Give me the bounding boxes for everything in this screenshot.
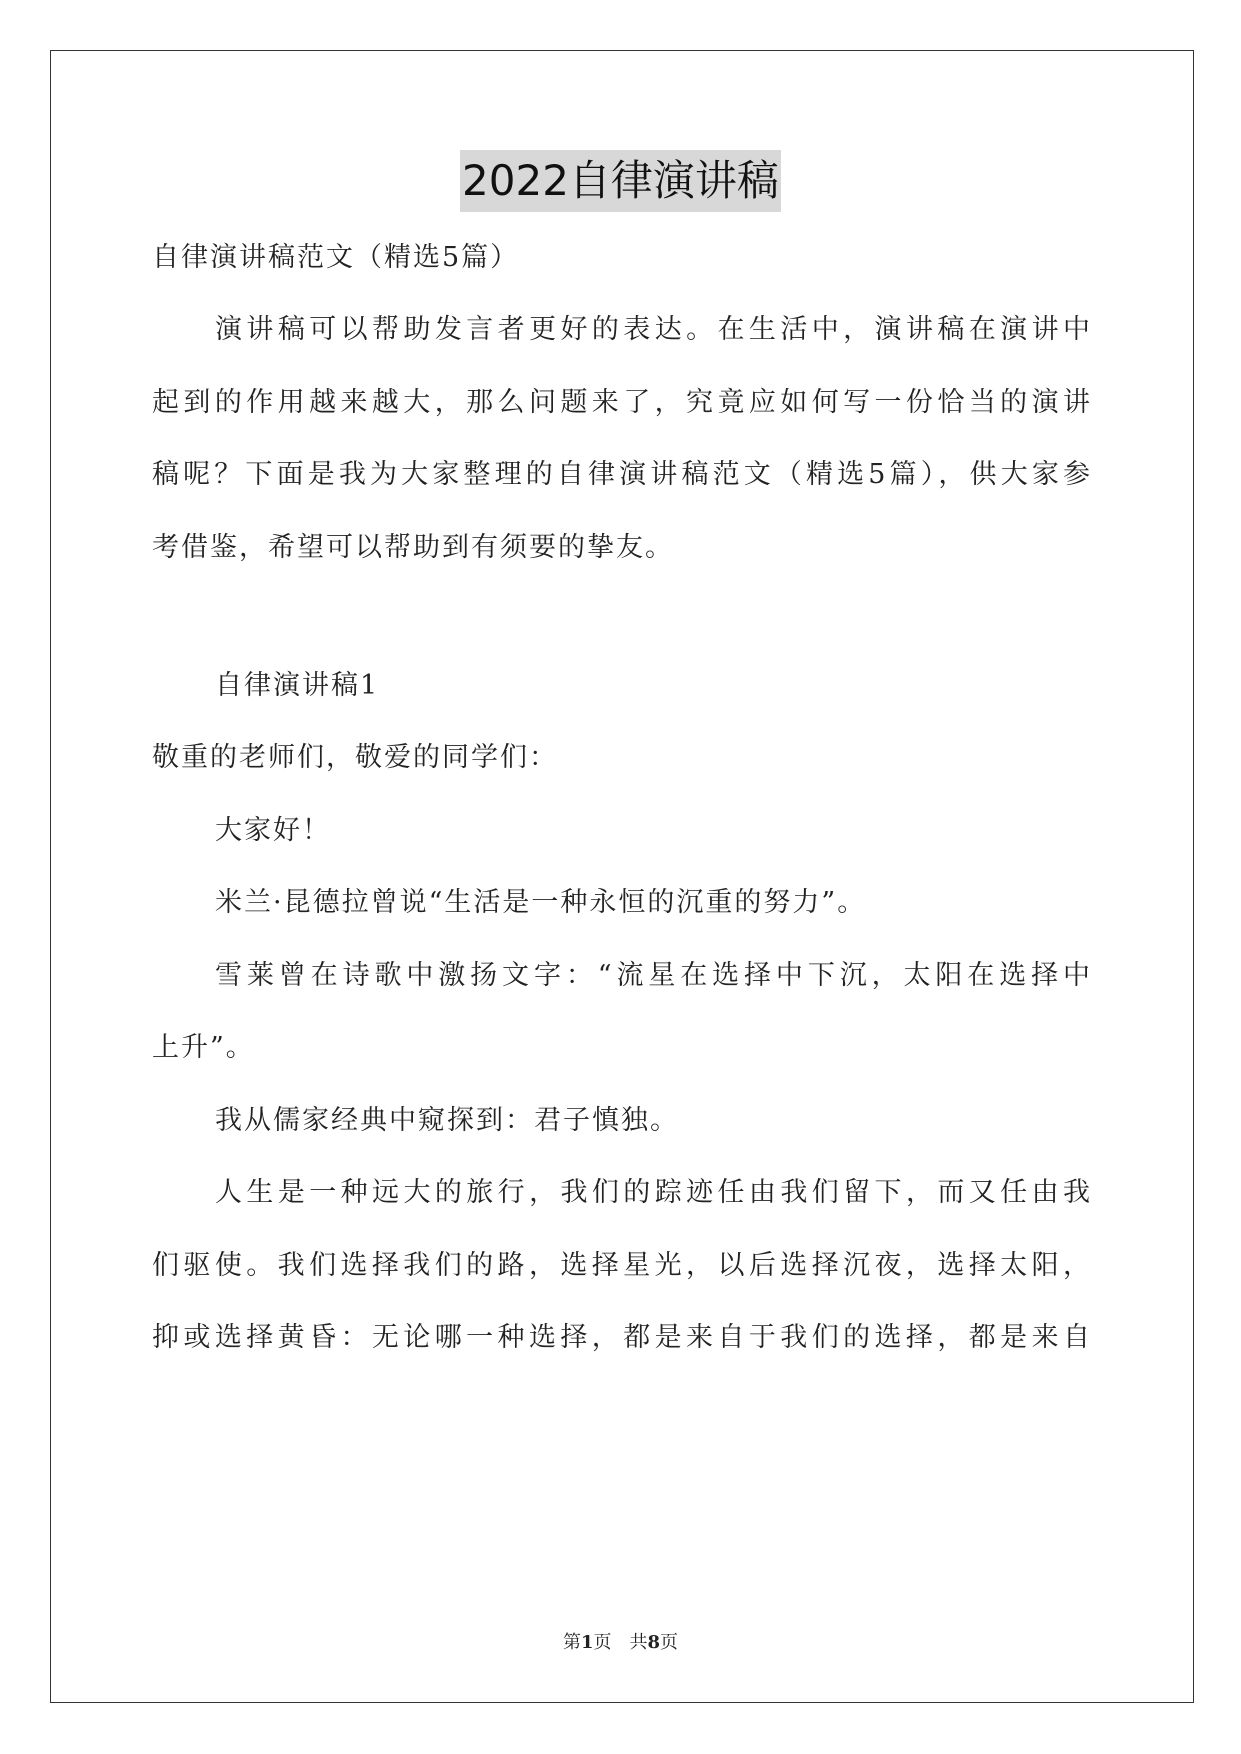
page-total: 8 [647,1632,661,1653]
shelley-line-2: 上升”。 [152,1032,255,1063]
page-prefix: 第 [562,1632,581,1653]
section-heading: 自律演讲稿1 [215,670,380,701]
intro-line-3: 稿呢？下面是我为大家整理的自律演讲稿范文（精选5篇），供大家参 [152,459,1092,490]
shelley-line-1: 雪莱曾在诗歌中激扬文字：“流星在选择中下沉，太阳在选择中 [215,960,1092,991]
page-current: 1 [580,1632,594,1653]
intro-line-4: 考借鉴，希望可以帮助到有须要的挚友。 [152,532,674,563]
page-border [50,50,1194,1703]
confucian-line: 我从儒家经典中窥探到：君子慎独。 [215,1105,679,1136]
page-footer [0,1628,1241,1654]
title-text: 2022自律演讲稿 [460,150,781,212]
quote-line: 米兰·昆德拉曾说“生活是一种永恒的沉重的努力”。 [215,887,867,918]
intro-line-1: 演讲稿可以帮助发言者更好的表达。在生活中，演讲稿在演讲中 [215,314,1092,345]
hello-line: 大家好！ [215,815,331,846]
greeting: 敬重的老师们，敬爱的同学们： [152,742,558,773]
intro-line-2: 起到的作用越来越大，那么问题来了，究竟应如何写一份恰当的演讲 [152,387,1092,418]
page-mid: 页 共 [593,1632,648,1653]
life-line-3: 抑或选择黄昏：无论哪一种选择，都是来自于我们的选择，都是来自 [152,1322,1092,1353]
life-line-1: 人生是一种远大的旅行，我们的踪迹任由我们留下，而又任由我 [215,1177,1092,1208]
subtitle: 自律演讲稿范文（精选5篇） [152,242,520,273]
page-suffix: 页 [660,1632,679,1653]
life-line-2: 们驱使。我们选择我们的路，选择星光，以后选择沉夜，选择太阳， [152,1250,1092,1281]
document-title [0,150,1241,212]
